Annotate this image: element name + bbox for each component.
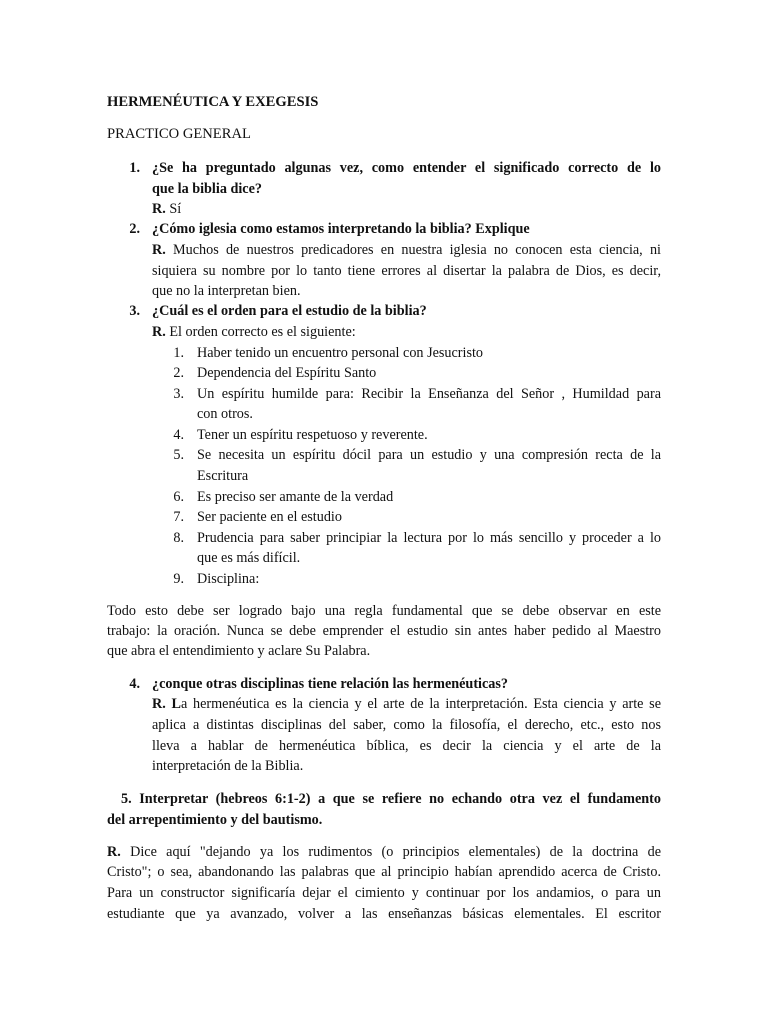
- list-item-number: 3.: [173, 386, 184, 402]
- list-item-text: con otros.: [197, 406, 253, 422]
- list-item-number: 4.: [173, 427, 184, 443]
- answer-5-line: Para un constructor significaría dejar el cimiento y continuar por los andamios, o para un: [107, 885, 661, 901]
- question-3-number: 3.: [129, 303, 140, 319]
- list-item-text: Disciplina:: [197, 571, 260, 587]
- answer-3-text: El orden correcto es el siguiente:: [165, 324, 356, 340]
- list-item-text: Se necesita un espíritu dócil para un estudio y una compresión recta de la: [197, 447, 661, 463]
- list-item-text: que es más difícil.: [197, 550, 301, 566]
- answer-4-text: a hermenéutica es la ciencia y el arte de la interpretación. Esta ciencia y arte se: [180, 696, 661, 712]
- question-5-line: del arrepentimiento y del bautismo.: [107, 812, 323, 828]
- answer-label: R.: [107, 844, 121, 860]
- question-4-line: ¿conque otras disciplinas tiene relación las hermenéuticas?: [152, 676, 508, 692]
- list-item-number: 8.: [173, 530, 184, 546]
- list-item-number: 6.: [173, 489, 184, 505]
- list-item-text: Tener un espíritu respetuoso y reverente.: [197, 427, 428, 443]
- list-item-number: 1.: [173, 345, 184, 361]
- answer-4-line: lleva a hablar de hermenéutica bíblica, es decir la ciencia y el arte de la: [152, 738, 661, 754]
- list-item-text: Escritura: [197, 468, 249, 484]
- list-item-number: 5.: [173, 447, 184, 463]
- paragraph-line: trabajo: la oración. Nunca se debe emprender el estudio sin antes haber pedido al Maestro: [107, 623, 661, 639]
- list-item-number: 7.: [173, 509, 184, 525]
- answer-5-line: [107, 842, 661, 862]
- answer-4-line: [152, 694, 661, 714]
- question-5-line: 5. Interpretar (hebreos 6:1-2) a que se refiere no echando otra vez el fundamento: [121, 791, 661, 807]
- question-2-number: 2.: [129, 221, 140, 237]
- question-4-number: 4.: [129, 676, 140, 692]
- answer-4-line: aplica a distintas disciplinas del saber, como la filosofía, el derecho, etc., esto nos: [152, 717, 661, 733]
- answer-2-text: Muchos de nuestros predicadores en nuestra iglesia no conocen esta ciencia, ni: [165, 242, 661, 258]
- question-1-line: ¿Se ha preguntado algunas vez, como entender el significado correcto de lo: [152, 160, 661, 176]
- answer-5-text: Dice aquí "dejando ya los rudimentos (o principios elementales) de la doctrina de: [120, 844, 661, 860]
- list-item-text: Haber tenido un encuentro personal con Jesucristo: [197, 345, 484, 361]
- list-item-text: Ser paciente en el estudio: [197, 509, 342, 525]
- answer-label: R.: [152, 324, 166, 340]
- document-title: HERMENÉUTICA Y EXEGESIS: [107, 94, 319, 110]
- question-1-number: 1.: [129, 160, 140, 176]
- document-subtitle: PRACTICO GENERAL: [107, 126, 251, 142]
- answer-label: R.: [152, 201, 166, 217]
- answer-2-line: que no la interpretan bien.: [152, 283, 301, 299]
- list-item-text: Un espíritu humilde para: Recibir la Enseñanza del Señor , Humildad para: [197, 386, 661, 402]
- answer-5-line: Cristo"; o sea, abandonando las palabras que al principio habían aprendido acerca de Cristo.: [107, 864, 661, 880]
- answer-1-text: Sí: [165, 201, 182, 217]
- list-item-number: 2.: [173, 365, 184, 381]
- list-item-number: 9.: [173, 571, 184, 587]
- paragraph-line: Todo esto debe ser logrado bajo una regla fundamental que se debe observar en este: [107, 603, 661, 619]
- answer-1: [152, 199, 181, 219]
- question-2-line: ¿Cómo iglesia como estamos interpretando la biblia? Explique: [152, 221, 530, 237]
- answer-label: R.: [152, 242, 166, 258]
- answer-2-line: [152, 240, 661, 260]
- question-3-line: ¿Cuál es el orden para el estudio de la biblia?: [152, 303, 427, 319]
- answer-2-line: siquiera su nombre por lo tanto tiene errores al disertar la palabra de Dios, es decir,: [152, 263, 661, 279]
- list-item-text: Dependencia del Espíritu Santo: [197, 365, 377, 381]
- answer-3: [152, 322, 356, 342]
- answer-5-line: estudiante que ya avanzado, volver a las enseñanzas básicas elementales. El escritor: [107, 906, 661, 922]
- answer-label: R. L: [152, 696, 181, 712]
- answer-4-line: interpretación de la Biblia.: [152, 758, 304, 774]
- question-1-line: que la biblia dice?: [152, 181, 262, 197]
- list-item-text: Es preciso ser amante de la verdad: [197, 489, 394, 505]
- paragraph-line: que abra el entendimiento y aclare Su Palabra.: [107, 643, 371, 659]
- list-item-text: Prudencia para saber principiar la lectura por lo más sencillo y proceder a lo: [197, 530, 661, 546]
